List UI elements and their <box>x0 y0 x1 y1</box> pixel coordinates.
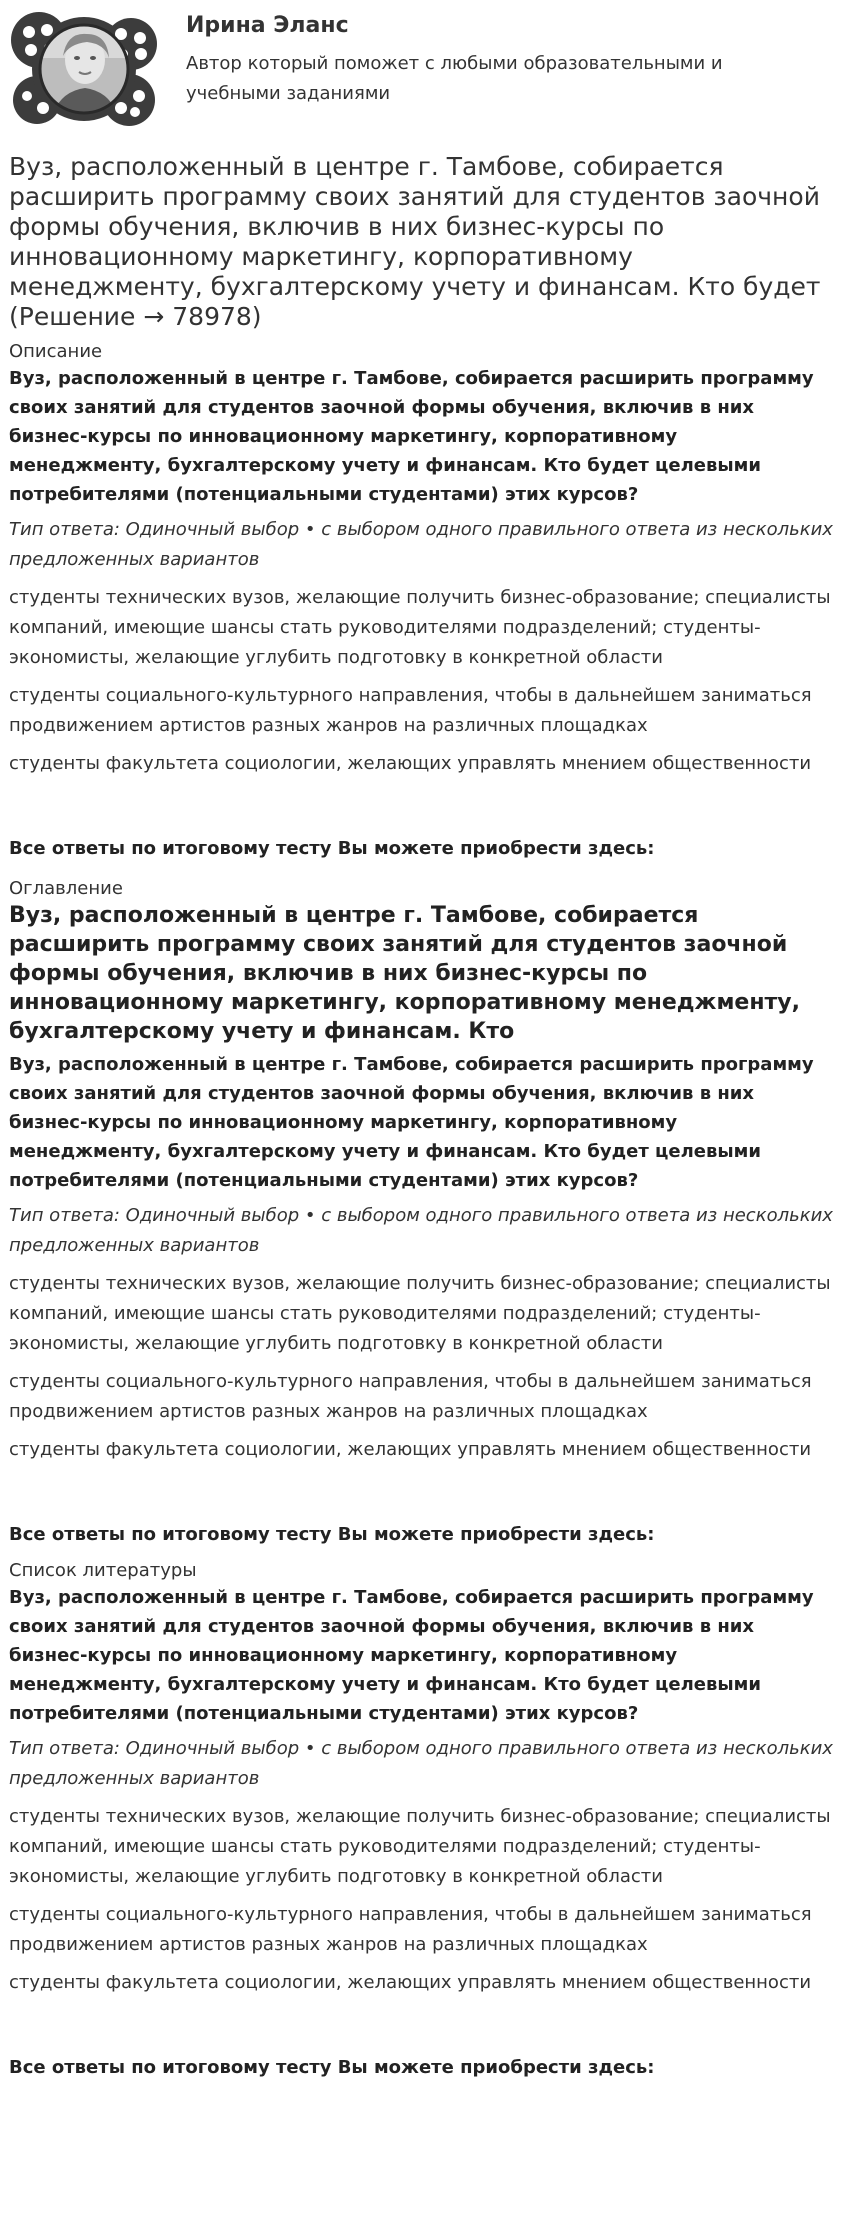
answer-option-1: студенты технических вузов, желающие получить бизнес-образование; специалисты компаний, имеющие шансы стать руководителями подразделений; студенты-экономисты, желающие углубить подготовку в конкретной области <box>9 1273 831 1354</box>
buy-answers-link[interactable]: Все ответы по итоговому тесту Вы можете приобрести здесь: <box>9 2057 655 2078</box>
buy-answers-link[interactable]: Все ответы по итоговому тесту Вы можете приобрести здесь: <box>9 838 655 859</box>
author-name[interactable]: Ирина Эланс <box>186 13 349 38</box>
answer-type: Тип ответа: Одиночный выбор • с выбором одного правильного ответа из нескольких предложенных вариантов <box>9 1205 833 1256</box>
answer-option-1: студенты технических вузов, желающие получить бизнес-образование; специалисты компаний, имеющие шансы стать руководителями подразделений; студенты-экономисты, желающие углубить подготовку в конкретной области <box>9 587 831 668</box>
answer-type: Тип ответа: Одиночный выбор • с выбором одного правильного ответа из нескольких предложенных вариантов <box>9 519 833 570</box>
answer-option-2: студенты социального-культурного направления, чтобы в дальнейшем заниматься продвижением артистов разных жанров на различных площадках <box>9 685 812 736</box>
answer-option-2: студенты социального-культурного направления, чтобы в дальнейшем заниматься продвижением артистов разных жанров на различных площадках <box>9 1371 812 1422</box>
film-reel-avatar-icon <box>9 8 159 130</box>
section-label: Описание <box>9 341 103 362</box>
section-references <box>9 1559 835 2082</box>
page-title: Вуз, расположенный в центре г. Тамбове, собирается расширить программу своих занятий для студентов заочной формы обучения, включив в них бизнес-курсы по инновационному маркетингу, корпоративному менеджменту, бухгалтерскому учету и финансам. Кто будет (Решение → 78978) <box>9 152 821 331</box>
section-label: Список литературы <box>9 1560 197 1581</box>
author-description: Автор который поможет с любыми образовательными и учебными заданиями <box>186 53 723 104</box>
question-text: Вуз, расположенный в центре г. Тамбове, собирается расширить программу своих занятий для студентов заочной формы обучения, включив в них бизнес-курсы по инновационному маркетингу, корпоративному менеджменту, бухгалтерскому учету и финансам. Кто будет целевыми потребителями (потенциальными студентами) этих курсов? <box>9 368 814 505</box>
section-contents <box>9 877 835 1549</box>
section-label: Оглавление <box>9 878 123 899</box>
question-text: Вуз, расположенный в центре г. Тамбове, собирается расширить программу своих занятий для студентов заочной формы обучения, включив в них бизнес-курсы по инновационному маркетингу, корпоративному менеджменту, бухгалтерскому учету и финансам. Кто будет целевыми потребителями (потенциальными студентами) этих курсов? <box>9 1587 814 1724</box>
section-heading: Вуз, расположенный в центре г. Тамбове, собирается расширить программу своих занятий для студентов заочной формы обучения, включив в них бизнес-курсы по инновационному маркетингу, корпоративному менеджменту, бухгалтерскому учету и финансам. Кто <box>9 903 801 1044</box>
answer-option-2: студенты социального-культурного направления, чтобы в дальнейшем заниматься продвижением артистов разных жанров на различных площадках <box>9 1904 812 1955</box>
section-description <box>9 340 835 863</box>
answer-option-3: студенты факультета социологии, желающих управлять мнением общественности <box>9 1972 812 1993</box>
question-text: Вуз, расположенный в центре г. Тамбове, собирается расширить программу своих занятий для студентов заочной формы обучения, включив в них бизнес-курсы по инновационному маркетингу, корпоративному менеджменту, бухгалтерскому учету и финансам. Кто будет целевыми потребителями (потенциальными студентами) этих курсов? <box>9 1054 814 1191</box>
answer-type: Тип ответа: Одиночный выбор • с выбором одного правильного ответа из нескольких предложенных вариантов <box>9 1738 833 1789</box>
answer-option-1: студенты технических вузов, желающие получить бизнес-образование; специалисты компаний, имеющие шансы стать руководителями подразделений; студенты-экономисты, желающие углубить подготовку в конкретной области <box>9 1806 831 1887</box>
answer-option-3: студенты факультета социологии, желающих управлять мнением общественности <box>9 1439 812 1460</box>
author-card <box>9 0 835 138</box>
answer-option-3: студенты факультета социологии, желающих управлять мнением общественности <box>9 753 812 774</box>
buy-answers-link[interactable]: Все ответы по итоговому тесту Вы можете приобрести здесь: <box>9 1524 655 1545</box>
